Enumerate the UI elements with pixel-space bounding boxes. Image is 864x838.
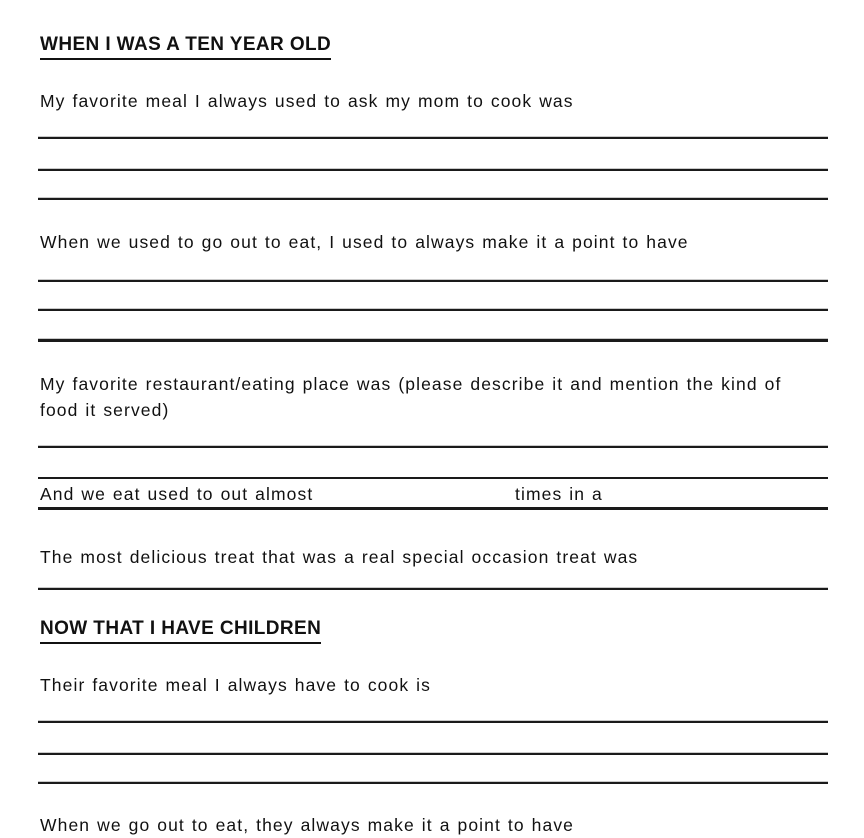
answer-line[interactable] [38, 309, 828, 311]
answer-line[interactable] [38, 339, 828, 342]
fill-in-frequency-row [38, 477, 828, 510]
answer-line[interactable] [38, 198, 828, 200]
answer-line[interactable] [38, 588, 828, 590]
prompt-cutoff-bottom: When we go out to eat, they always make it a point to have [40, 815, 575, 835]
prompt-special-treat: The most delicious treat that was a real special occasion treat was [40, 547, 639, 567]
answer-line[interactable] [38, 169, 828, 171]
answer-line[interactable] [38, 446, 828, 448]
section-heading-text: NOW THAT I HAVE CHILDREN [40, 618, 321, 644]
answer-line[interactable] [38, 280, 828, 282]
section-heading-text: WHEN I WAS A TEN YEAR OLD [40, 34, 331, 60]
answer-line[interactable] [38, 753, 828, 755]
prompt-eat-out: When we used to go out to eat, I used to always make it a point to have [40, 232, 689, 252]
prompt-children-meal: Their favorite meal I always have to cook is [40, 675, 431, 695]
prompt-favorite-restaurant: My favorite restaurant/eating place was (please describe it and mention the kind of food it served) [40, 374, 782, 420]
prompt-frequency-prefix: And we eat used to out almost [40, 484, 314, 504]
section-heading-ten-year-old [40, 34, 331, 60]
answer-line[interactable] [38, 782, 828, 784]
blank-times-count[interactable] [338, 482, 508, 504]
answer-line[interactable] [38, 721, 828, 723]
section-heading-have-children [40, 618, 321, 644]
prompt-frequency-suffix: times in a [515, 484, 603, 504]
answer-line[interactable] [38, 137, 828, 139]
prompt-favorite-meal: My favorite meal I always used to ask my mom to cook was [40, 91, 574, 111]
